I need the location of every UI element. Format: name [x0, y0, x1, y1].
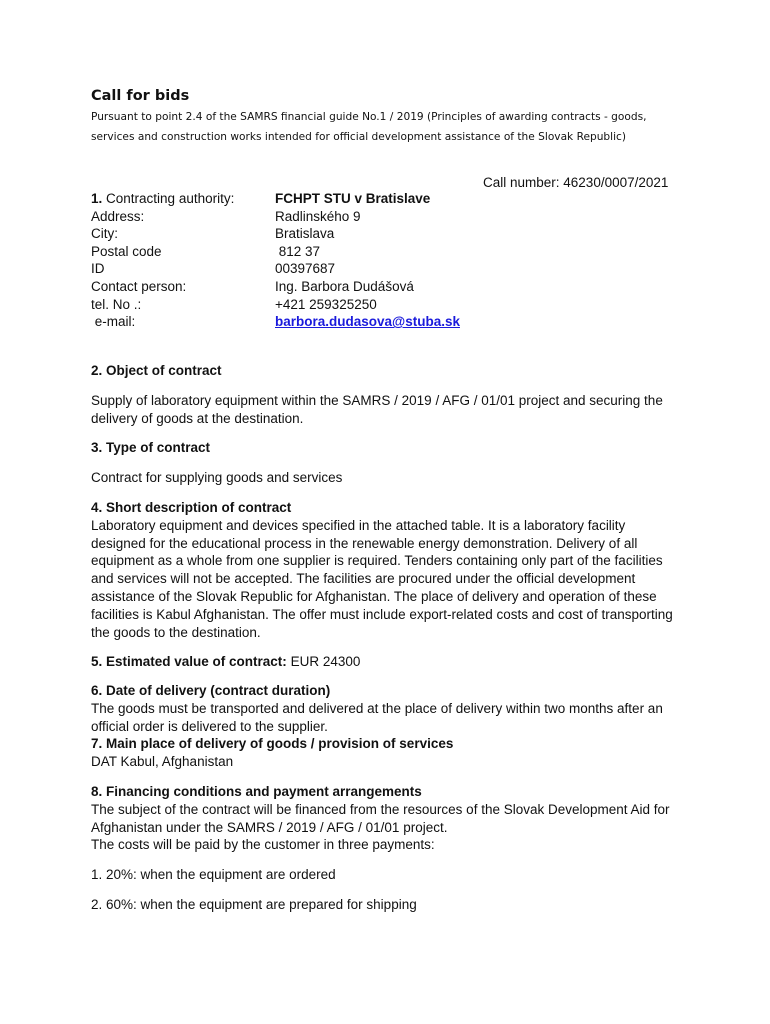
info-label-email: e-mail: — [91, 314, 136, 330]
section-5-value: EUR 24300 — [286, 654, 361, 669]
payment-item-1 — [91, 866, 691, 884]
call-number: Call number: 46230/0007/2021 — [483, 175, 669, 190]
info-value-id: 00397687 — [275, 261, 336, 277]
section-4 — [91, 499, 691, 641]
section-2-text: Supply of laboratory equipment within the SAMRS / 2019 / AFG / 01/01 project and securing the delivery of goods at the destination. — [91, 393, 663, 426]
section-2 — [91, 362, 691, 380]
email-link[interactable]: barbora.dudasova@stuba.sk — [275, 314, 460, 330]
info-value-address: Radlinského 9 — [275, 208, 361, 224]
info-row-contact-person — [91, 278, 460, 296]
section-8-heading: 8. Financing conditions and payment arrangements — [91, 784, 422, 799]
section-5 — [91, 653, 691, 671]
section-2-body — [91, 392, 691, 428]
info-label-id: ID — [91, 261, 105, 277]
contracting-authority-table — [91, 190, 460, 331]
info-value-postal-code: 812 37 — [275, 243, 321, 259]
info-label-contracting-authority: Contracting authority: — [106, 191, 235, 206]
section-2-heading: 2. Object of contract — [91, 363, 222, 378]
info-row-id — [91, 260, 460, 278]
info-row-city — [91, 225, 460, 243]
section-5-heading: 5. Estimated value of contract: — [91, 654, 287, 669]
info-row-email — [91, 313, 460, 331]
section-7-heading: 7. Main place of delivery of goods / provision of services — [91, 736, 454, 752]
info-value-contact-person: Ing. Barbora Dudášová — [275, 278, 414, 294]
document-title: Call for bids — [91, 88, 190, 104]
section-8-text-2: The costs will be paid by the customer in three payments: — [91, 837, 435, 853]
info-label-tel: tel. No .: — [91, 296, 142, 312]
section-6-heading: 6. Date of delivery (contract duration) — [91, 683, 331, 698]
info-label-city: City: — [91, 226, 118, 242]
section-3-text: Contract for supplying goods and services — [91, 470, 343, 485]
section-8 — [91, 783, 691, 854]
payment-2-text: 2. 60%: when the equipment are prepared for shipping — [91, 897, 417, 912]
info-row-address — [91, 208, 460, 226]
section-3-heading: 3. Type of contract — [91, 440, 211, 455]
info-row-tel — [91, 296, 460, 314]
section-1-number: 1. — [91, 191, 103, 206]
section-6 — [91, 682, 691, 771]
info-value-tel: +421 259325250 — [275, 296, 377, 312]
payment-item-2 — [91, 896, 691, 914]
info-value-city: Bratislava — [275, 226, 335, 242]
section-7-text: DAT Kabul, Afghanistan — [91, 754, 234, 770]
info-label-postal-code: Postal code — [91, 243, 162, 259]
section-4-text: Laboratory equipment and devices specified in the attached table. It is a laboratory facility designed for the educational process in the renewable energy demonstration. Delivery of all equipment as a whole from one supplier is required. Tenders containing only part of the facilities and services will not be accepted. The facilities are procured under the official development assistance of the Slovak Republic for Afghanistan. The place of delivery and operation of these facilities is Kabul Afghanistan. The offer must include export-related costs and cost of transporting the goods to the destination. — [91, 517, 673, 640]
section-3 — [91, 439, 691, 457]
info-label-address: Address: — [91, 208, 145, 224]
document-subtitle: Pursuant to point 2.4 of the SAMRS financial guide No.1 / 2019 (Principles of awarding contracts - goods, services and construction works intended for official development assistance of the Slovak Republic) — [91, 111, 647, 143]
section-4-heading: 4. Short description of contract — [91, 500, 292, 515]
info-label-contact-person: Contact person: — [91, 278, 187, 294]
info-value-contracting-authority: FCHPT STU v Bratislave — [275, 191, 431, 206]
section-3-body — [91, 469, 691, 487]
section-6-text: The goods must be transported and delivered at the place of delivery within two months after an official order is delivered to the supplier. — [91, 700, 663, 734]
info-row-postal-code — [91, 243, 460, 261]
payment-1-text: 1. 20%: when the equipment are ordered — [91, 867, 336, 882]
section-8-text-1: The subject of the contract will be financed from the resources of the Slovak Development Aid for Afghanistan under the SAMRS / 2019 / AFG / 01/01 project. — [91, 801, 670, 835]
info-row-contracting-authority — [91, 190, 460, 208]
